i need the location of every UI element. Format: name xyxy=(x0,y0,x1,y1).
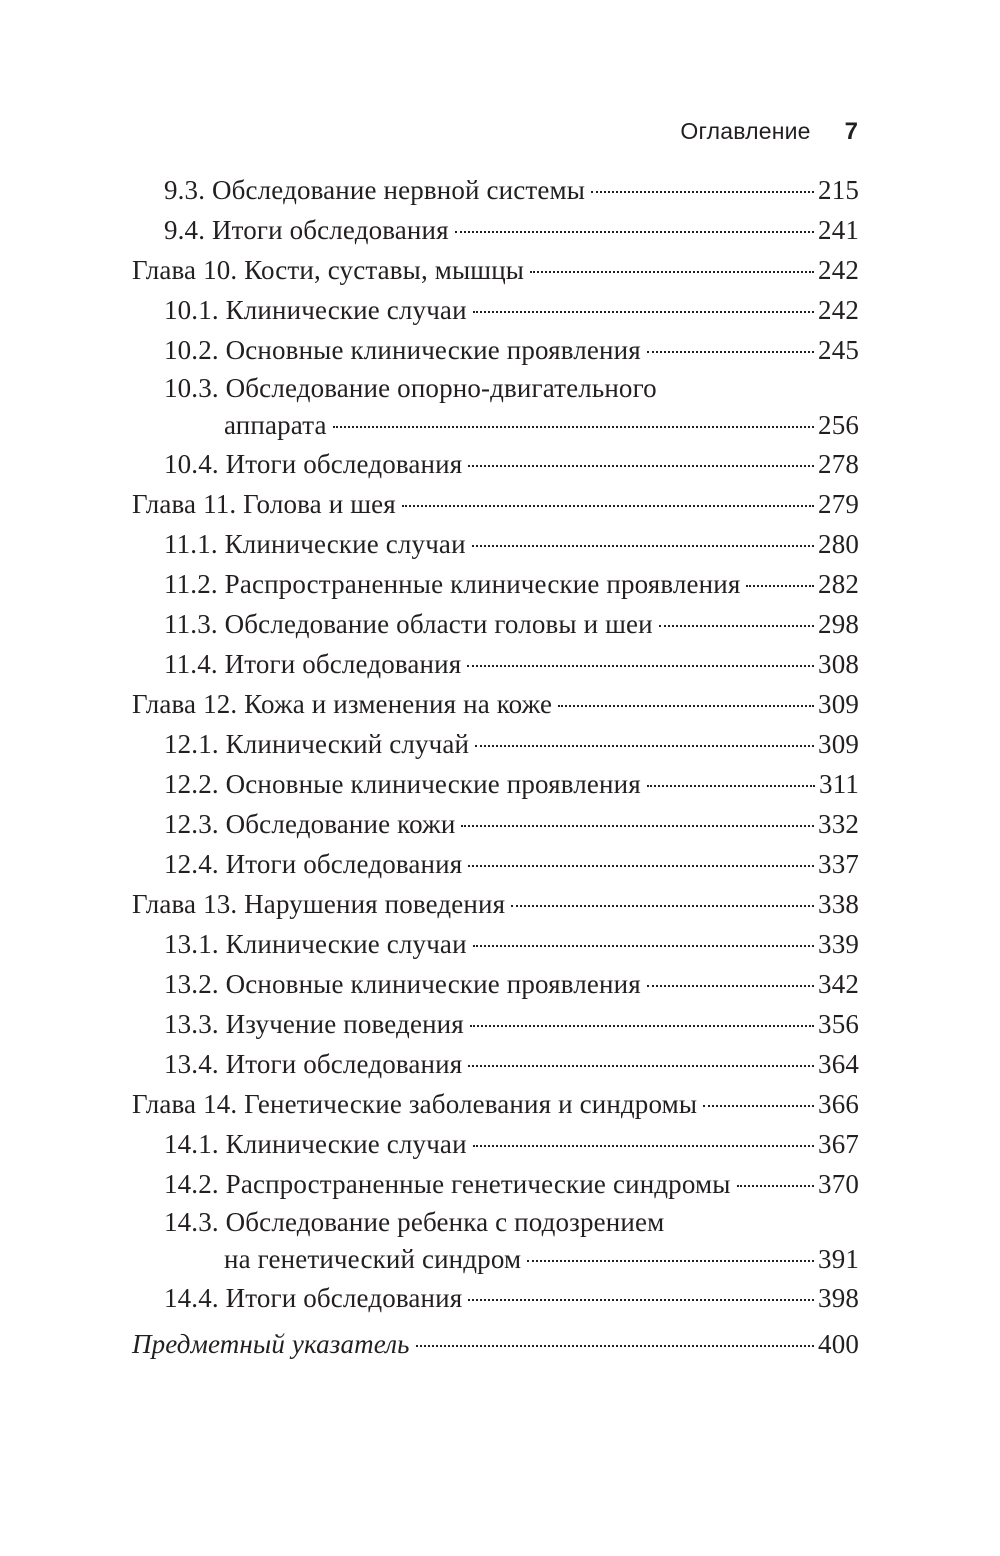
toc-entry-10-4[interactable] xyxy=(132,444,859,484)
dot-leader xyxy=(530,271,814,273)
toc-entry-page: 279 xyxy=(818,489,859,519)
toc-entry-page: 308 xyxy=(818,649,859,679)
toc-entry-13-1[interactable] xyxy=(132,924,859,964)
toc-entry-page: 309 xyxy=(818,689,859,719)
toc-entry-label: 11.2. Распространенные клинические проявления xyxy=(164,569,741,599)
dot-leader xyxy=(737,1185,815,1187)
dot-leader xyxy=(468,1065,814,1067)
dot-leader xyxy=(333,426,814,428)
toc-entry-label: 11.3. Обследование области головы и шеи xyxy=(164,609,653,639)
running-header xyxy=(132,118,858,154)
dot-leader xyxy=(647,985,814,987)
dot-leader xyxy=(473,945,814,947)
toc-entry-label: Предметный указатель xyxy=(132,1329,410,1359)
toc-entry-12-3[interactable] xyxy=(132,804,859,844)
toc-entry-label: 13.3. Изучение поведения xyxy=(164,1009,464,1039)
toc-entry-11-1[interactable] xyxy=(132,524,859,564)
toc-entry-label: Глава 11. Голова и шея xyxy=(132,489,396,519)
toc-entry-label: 9.4. Итоги обследования xyxy=(164,215,449,245)
toc-entry-14-1[interactable] xyxy=(132,1124,859,1164)
toc-entry-page: 311 xyxy=(819,769,859,799)
toc-entry-page: 332 xyxy=(818,809,859,839)
toc-entry-label-line2: на генетический синдром xyxy=(224,1244,522,1274)
toc-entry-9-4[interactable] xyxy=(132,210,859,250)
running-header-page-number: 7 xyxy=(844,118,858,145)
toc-entry-label: 12.3. Обследование кожи xyxy=(164,809,456,839)
toc-entry-12-1[interactable] xyxy=(132,724,859,764)
toc-chapter-12[interactable] xyxy=(132,684,859,724)
toc-entry-label: 10.4. Итоги обследования xyxy=(164,449,463,479)
dot-leader xyxy=(468,465,814,467)
toc-entry-14-2[interactable] xyxy=(132,1164,859,1204)
toc-entry-label-line1: 14.3. Обследование ребенка с подозрением xyxy=(164,1207,665,1237)
dot-leader xyxy=(659,625,814,627)
dot-leader xyxy=(703,1105,814,1107)
toc-entry-page: 241 xyxy=(818,215,859,245)
toc-entry-label: 11.1. Клинические случаи xyxy=(164,529,466,559)
toc-entry-11-2[interactable] xyxy=(132,564,859,604)
dot-leader xyxy=(527,1260,814,1262)
toc-entry-label: 14.1. Клинические случаи xyxy=(164,1129,467,1159)
dot-leader xyxy=(455,231,814,233)
toc-entry-11-3[interactable] xyxy=(132,604,859,644)
toc-entry-12-2[interactable] xyxy=(132,764,859,804)
toc-entry-page: 280 xyxy=(818,529,859,559)
toc-entry-label: Глава 13. Нарушения поведения xyxy=(132,889,506,919)
toc-subject-index[interactable] xyxy=(132,1324,859,1364)
toc-entry-14-4[interactable] xyxy=(132,1278,859,1318)
dot-leader xyxy=(472,545,814,547)
toc-entry-label: Глава 14. Генетические заболевания и синдромы xyxy=(132,1089,698,1119)
toc-entry-label: Глава 12. Кожа и изменения на коже xyxy=(132,689,553,719)
toc-chapter-11[interactable] xyxy=(132,484,859,524)
toc-entry-page: 367 xyxy=(818,1129,859,1159)
toc-entry-page: 242 xyxy=(818,295,859,325)
toc-entry-13-4[interactable] xyxy=(132,1044,859,1084)
toc-entry-13-2[interactable] xyxy=(132,964,859,1004)
toc-entry-page: 245 xyxy=(818,335,859,365)
dot-leader xyxy=(475,745,814,747)
toc-entry-label: Глава 10. Кости, суставы, мышцы xyxy=(132,255,525,285)
toc-entry-label: 12.1. Клинический случай xyxy=(164,729,470,759)
toc-entry-page: 366 xyxy=(818,1089,859,1119)
toc-entry-label: 10.2. Основные клинические проявления xyxy=(164,335,641,365)
dot-leader xyxy=(473,1145,814,1147)
toc-entry-page: 370 xyxy=(818,1169,859,1199)
toc-entry-label: 14.4. Итоги обследования xyxy=(164,1283,463,1313)
running-header-title: Оглавление xyxy=(680,118,811,144)
toc-entry-label: 13.4. Итоги обследования xyxy=(164,1049,463,1079)
toc-entry-page: 215 xyxy=(818,175,859,205)
dot-leader xyxy=(467,665,814,667)
toc-entry-label: 12.2. Основные клинические проявления xyxy=(164,769,641,799)
toc-entry-12-4[interactable] xyxy=(132,844,859,884)
toc-entry-page: 342 xyxy=(818,969,859,999)
dot-leader xyxy=(511,905,814,907)
toc-entry-page: 278 xyxy=(818,449,859,479)
dot-leader xyxy=(558,705,814,707)
toc-entry-page: 400 xyxy=(818,1329,859,1359)
toc-entry-page: 309 xyxy=(818,729,859,759)
toc-entry-page: 242 xyxy=(818,255,859,285)
toc-chapter-10[interactable] xyxy=(132,250,859,290)
toc-entry-page: 398 xyxy=(818,1283,859,1313)
toc-entry-page: 356 xyxy=(818,1009,859,1039)
dot-leader xyxy=(468,865,814,867)
table-of-contents xyxy=(132,170,859,1364)
toc-entry-label-line1: 10.3. Обследование опорно-двигательного xyxy=(164,373,657,403)
toc-entry-11-4[interactable] xyxy=(132,644,859,684)
toc-entry-label: 9.3. Обследование нервной системы xyxy=(164,175,586,205)
toc-entry-label: 12.4. Итоги обследования xyxy=(164,849,463,879)
dot-leader xyxy=(647,785,815,787)
toc-entry-page: 337 xyxy=(818,849,859,879)
dot-leader xyxy=(591,191,814,193)
toc-entry-label: 10.1. Клинические случаи xyxy=(164,295,467,325)
dot-leader xyxy=(416,1345,814,1347)
dot-leader xyxy=(647,351,814,353)
toc-entry-label: 14.2. Распространенные генетические синдромы xyxy=(164,1169,731,1199)
toc-entry-page: 391 xyxy=(818,1244,859,1274)
toc-entry-label: 13.1. Клинические случаи xyxy=(164,929,467,959)
toc-entry-page: 339 xyxy=(818,929,859,959)
dot-leader xyxy=(473,311,814,313)
dot-leader xyxy=(461,825,814,827)
toc-entry-label: 13.2. Основные клинические проявления xyxy=(164,969,641,999)
toc-entry-13-3[interactable] xyxy=(132,1004,859,1044)
toc-entry-label-line2: аппарата xyxy=(224,410,327,440)
toc-entry-10-2[interactable] xyxy=(132,330,859,370)
dot-leader xyxy=(468,1299,814,1301)
toc-entry-10-3[interactable] xyxy=(132,370,859,444)
dot-leader xyxy=(470,1025,814,1027)
toc-entry-page: 338 xyxy=(818,889,859,919)
toc-chapter-13[interactable] xyxy=(132,884,859,924)
dot-leader xyxy=(746,585,814,587)
dot-leader xyxy=(402,505,814,507)
toc-entry-page: 282 xyxy=(818,569,859,599)
toc-entry-label: 11.4. Итоги обследования xyxy=(164,649,462,679)
toc-entry-page: 364 xyxy=(818,1049,859,1079)
toc-entry-14-3[interactable] xyxy=(132,1204,859,1278)
toc-chapter-14[interactable] xyxy=(132,1084,859,1124)
toc-entry-10-1[interactable] xyxy=(132,290,859,330)
toc-entry-page: 298 xyxy=(818,609,859,639)
toc-entry-9-3[interactable] xyxy=(132,170,859,210)
toc-entry-page: 256 xyxy=(818,410,859,440)
